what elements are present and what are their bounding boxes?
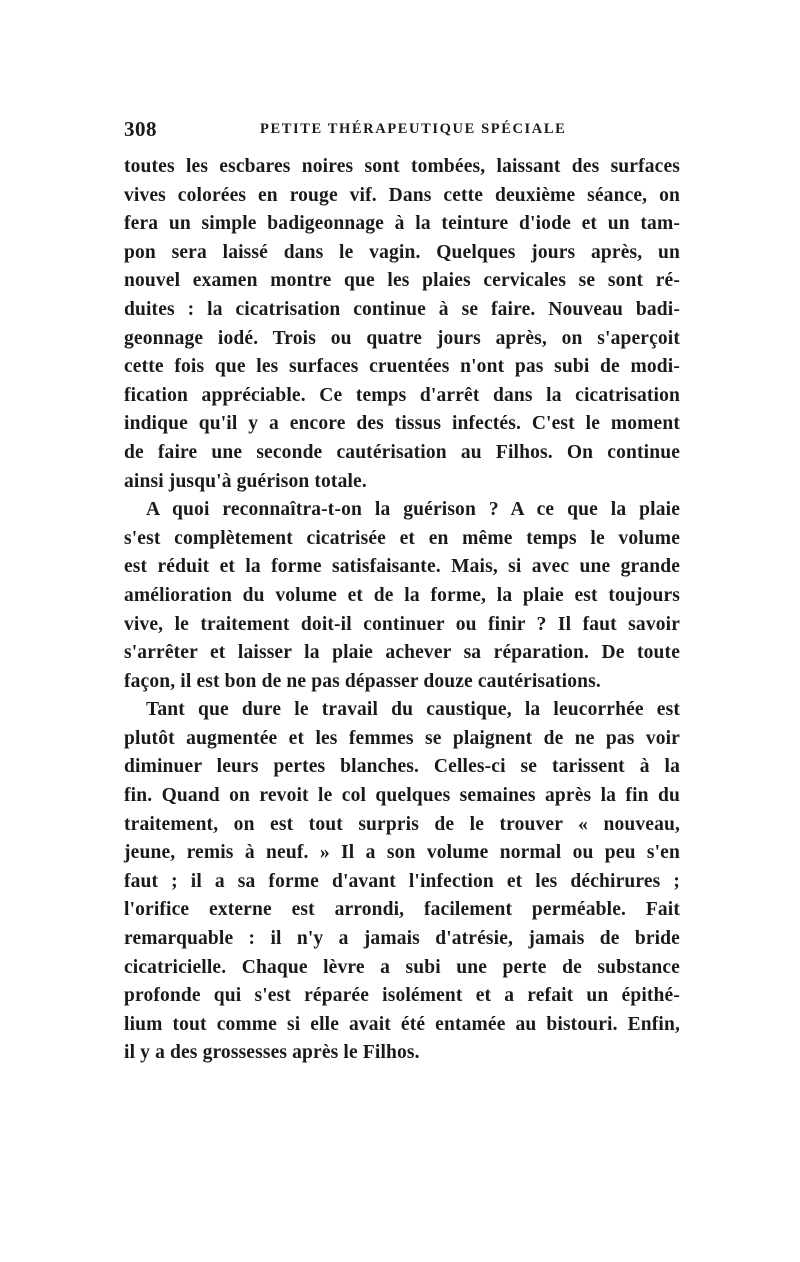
text-line: vive, le traitement doit-il continuer ou finir ? Il faut savoir — [124, 613, 680, 635]
page-number: 308 — [124, 117, 157, 141]
text-line: geonnage iodé. Trois ou quatre jours après, on s'aperçoit — [124, 327, 680, 349]
text-line: fera un simple badigeonnage à la teinture d'iode et un tam- — [124, 213, 680, 235]
text-line: s'est complètement cicatrisée et en même temps le volume — [124, 527, 680, 549]
text-line: amélioration du volume et de la forme, la plaie est toujours — [124, 584, 680, 606]
text-line: jeune, remis à neuf. » Il a son volume normal ou peu s'en — [124, 842, 680, 864]
body-text — [124, 153, 680, 1068]
text-line: nouvel examen montre que les plaies cervicales se sont ré- — [124, 270, 680, 292]
text-line: lium tout comme si elle avait été entamée au bistouri. Enfin, — [124, 1013, 680, 1035]
text-line: vives colorées en rouge vif. Dans cette deuxième séance, on — [124, 184, 680, 206]
text-line: diminuer leurs pertes blanches. Celles-ci se tarissent à la — [124, 756, 680, 778]
text-line: fication appréciable. Ce temps d'arrêt dans la cicatrisation — [124, 384, 680, 406]
text-line: il y a des grossesses après le Filhos. — [124, 1042, 420, 1064]
text-line: plutôt augmentée et les femmes se plaignent de ne pas voir — [124, 727, 680, 749]
text-line: ainsi jusqu'à guérison totale. — [124, 470, 367, 492]
text-line: fin. Quand on revoit le col quelques semaines après la fin du — [124, 785, 680, 807]
text-line: l'orifice externe est arrondi, facilement perméable. Fait — [124, 899, 680, 921]
text-line: cicatricielle. Chaque lèvre a subi une perte de substance — [124, 956, 680, 978]
text-line: A quoi reconnaîtra-t-on la guérison ? A ce que la plaie — [146, 499, 680, 521]
text-line: pon sera laissé dans le vagin. Quelques jours après, un — [124, 241, 680, 263]
text-line: est réduit et la forme satisfaisante. Mais, si avec une grande — [124, 556, 680, 578]
text-line: toutes les escbares noires sont tombées, laissant des surfaces — [124, 156, 680, 177]
text-line: façon, il est bon de ne pas dépasser douze cautérisations. — [124, 670, 601, 692]
text-line: duites : la cicatrisation continue à se faire. Nouveau badi- — [124, 298, 680, 320]
text-line: indique qu'il y a encore des tissus infectés. C'est le moment — [124, 413, 680, 435]
text-line: profonde qui s'est réparée isolément et a refait un épithé- — [124, 985, 680, 1007]
text-line: cette fois que les surfaces cruentées n'ont pas subi de modi- — [124, 356, 680, 378]
text-line: Tant que dure le travail du caustique, la leucorrhée est — [146, 699, 680, 721]
running-title: PETITE THÉRAPEUTIQUE SPÉCIALE — [260, 121, 567, 137]
text-line: traitement, on est tout surpris de le trouver « nouveau, — [124, 813, 680, 835]
text-line: faut ; il a sa forme d'avant l'infection et les déchirures ; — [124, 870, 680, 892]
text-line: de faire une seconde cautérisation au Filhos. On continue — [124, 441, 680, 463]
page-header — [124, 117, 680, 147]
text-line: remarquable : il n'y a jamais d'atrésie, jamais de bride — [124, 928, 680, 950]
text-line: s'arrêter et laisser la plaie achever sa réparation. De toute — [124, 642, 680, 664]
